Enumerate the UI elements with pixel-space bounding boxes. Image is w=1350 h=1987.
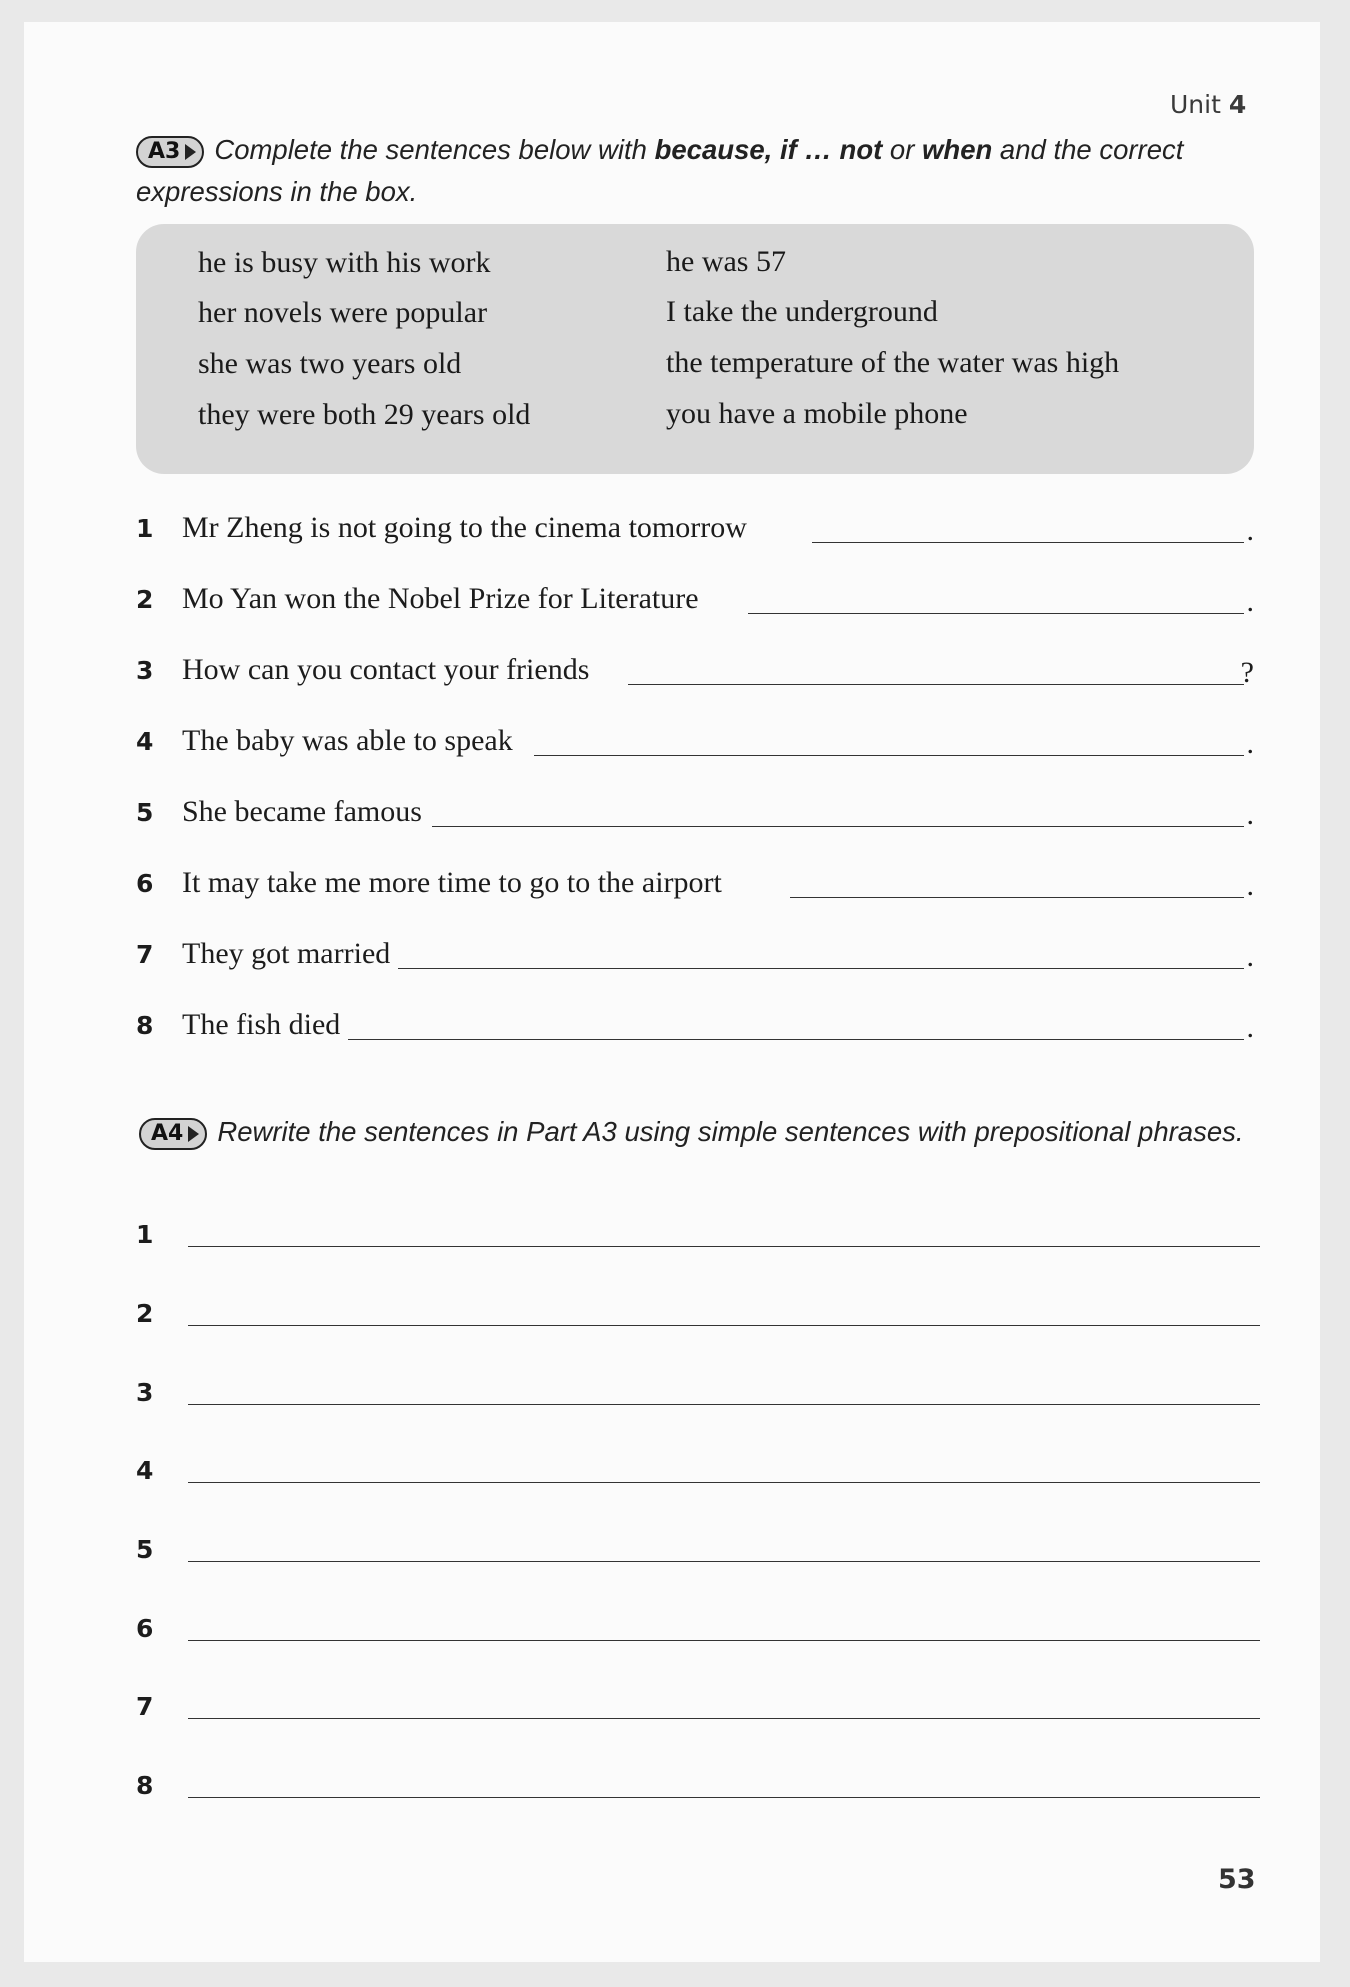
question-end-punctuation: .	[1246, 1011, 1254, 1044]
a3-instruction-segment: or	[882, 134, 923, 165]
a3-instruction-segment: when	[922, 134, 993, 165]
answer-line[interactable]	[188, 1797, 1260, 1798]
answer-line-row	[136, 1692, 1254, 1732]
question-row	[136, 937, 1254, 980]
question-end-punctuation: .	[1246, 727, 1254, 760]
answer-blank[interactable]	[790, 897, 1244, 898]
answer-line[interactable]	[188, 1718, 1260, 1719]
page-number: 53	[1218, 1864, 1256, 1895]
answer-blank[interactable]	[348, 1039, 1244, 1040]
expression-item: her novels were popular	[198, 296, 488, 329]
answer-blank[interactable]	[628, 684, 1244, 685]
answer-line[interactable]	[188, 1246, 1260, 1247]
answer-line-number: 8	[136, 1771, 154, 1800]
a3-instruction-line1	[214, 134, 1183, 165]
question-text: They got married	[182, 937, 391, 970]
question-end-punctuation: .	[1246, 798, 1254, 831]
a3-instruction-line2: expressions in the box.	[136, 176, 418, 207]
answer-line-number: 2	[136, 1299, 154, 1328]
answer-line-number: 6	[136, 1614, 154, 1643]
answer-line-row	[136, 1771, 1254, 1811]
a4-instruction-text: Rewrite the sentences in Part A3 using simple sentences with prepositional phrases.	[217, 1116, 1244, 1147]
question-end-punctuation: .	[1246, 869, 1254, 902]
question-row	[136, 724, 1254, 767]
question-number: 7	[136, 940, 154, 969]
question-number: 2	[136, 585, 154, 614]
expression-item: they were both 29 years old	[198, 398, 531, 431]
question-text: The baby was able to speak	[182, 724, 513, 757]
expression-item: you have a mobile phone	[666, 397, 968, 430]
a3-badge-text: A3	[148, 139, 181, 165]
unit-number: 4	[1228, 90, 1247, 119]
play-arrow-icon	[188, 1126, 199, 1142]
question-text: It may take me more time to go to the airport	[182, 866, 722, 899]
a3-instruction-segment: because, if … not	[654, 134, 883, 165]
question-number: 6	[136, 869, 154, 898]
a3-badge	[136, 136, 204, 168]
question-text: The fish died	[182, 1008, 341, 1041]
answer-line-row	[136, 1378, 1254, 1418]
answer-line-number: 4	[136, 1456, 154, 1485]
a4-badge	[139, 1118, 207, 1150]
answer-blank[interactable]	[748, 613, 1244, 614]
a4-badge-text: A4	[151, 1121, 184, 1147]
question-end-punctuation: .	[1246, 940, 1254, 973]
question-text: Mo Yan won the Nobel Prize for Literature	[182, 582, 699, 615]
answer-line-number: 1	[136, 1220, 154, 1249]
worksheet-page	[24, 22, 1320, 1962]
answer-line[interactable]	[188, 1640, 1260, 1641]
expression-item: the temperature of the water was high	[666, 346, 1120, 379]
a3-instruction	[136, 134, 1183, 168]
question-end-punctuation: .	[1246, 514, 1254, 547]
answer-line-row	[136, 1535, 1254, 1575]
a3-instruction-segment: Complete the sentences below with	[214, 134, 655, 165]
question-text: Mr Zheng is not going to the cinema tomorrow	[182, 511, 747, 544]
question-number: 4	[136, 727, 154, 756]
answer-line[interactable]	[188, 1561, 1260, 1562]
answer-line-number: 7	[136, 1692, 154, 1721]
question-row	[136, 511, 1254, 554]
question-row	[136, 795, 1254, 838]
question-row	[136, 1008, 1254, 1051]
question-number: 5	[136, 798, 154, 827]
answer-line-row	[136, 1299, 1254, 1339]
play-arrow-icon	[185, 144, 196, 160]
a3-instruction-segment: and the correct	[992, 134, 1184, 165]
question-number: 3	[136, 656, 154, 685]
question-end-punctuation: .	[1246, 585, 1254, 618]
answer-blank[interactable]	[534, 755, 1244, 756]
answer-blank[interactable]	[398, 968, 1244, 969]
expression-box	[136, 224, 1254, 474]
expression-item: I take the underground	[666, 295, 938, 328]
expression-item: he is busy with his work	[198, 246, 491, 279]
question-row	[136, 866, 1254, 909]
answer-line-number: 5	[136, 1535, 154, 1564]
question-text: How can you contact your friends	[182, 653, 590, 686]
answer-line-number: 3	[136, 1378, 154, 1407]
question-row	[136, 653, 1254, 696]
a4-instruction	[139, 1116, 1244, 1150]
unit-label	[1170, 90, 1246, 119]
answer-blank[interactable]	[432, 826, 1244, 827]
question-text: She became famous	[182, 795, 422, 828]
answer-blank[interactable]	[812, 542, 1244, 543]
question-number: 8	[136, 1011, 154, 1040]
answer-line[interactable]	[188, 1482, 1260, 1483]
answer-line-row	[136, 1220, 1254, 1260]
answer-line-row	[136, 1456, 1254, 1496]
expression-item: she was two years old	[198, 347, 462, 380]
answer-line-row	[136, 1614, 1254, 1654]
question-number: 1	[136, 514, 154, 543]
question-end-punctuation: ?	[1240, 656, 1254, 689]
unit-word: Unit	[1170, 90, 1221, 119]
answer-line[interactable]	[188, 1404, 1260, 1405]
expression-item: he was 57	[666, 245, 786, 278]
answer-line[interactable]	[188, 1325, 1260, 1326]
question-row	[136, 582, 1254, 625]
